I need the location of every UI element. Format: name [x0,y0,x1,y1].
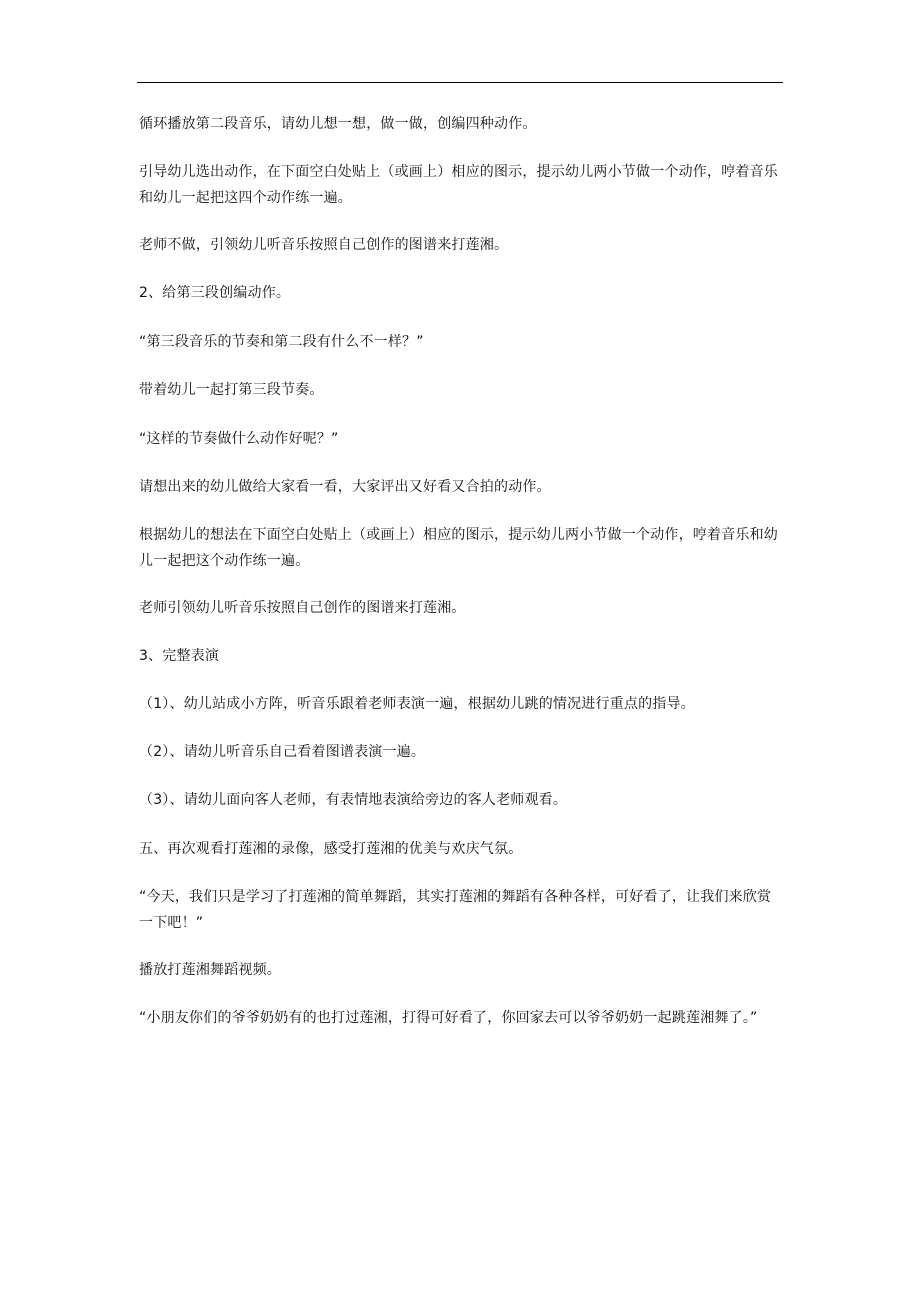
list-item-1: （1）、幼儿站成小方阵，听音乐跟着老师表演一遍，根据幼儿跳的情况进行重点的指导。 [139,696,695,712]
heading-section-3: 3、完整表演 [139,648,220,664]
heading-section-2: 2、给第三段创编动作。 [139,285,291,301]
paragraph-quote-what-action: “这样的节奏做什么动作好呢？” [139,431,339,447]
paragraph-guide-select-actions: 引导幼儿选出动作，在下面空白处贴上（或画上）相应的图示，提示幼儿两小节做一个动作，哼着音乐和幼儿一起把这四个动作练一遍。 [139,164,778,206]
list-item-2: （2）、请幼儿听音乐自己看着图谱表演一遍。 [139,744,426,760]
paragraph-loop-music: 循环播放第二段音乐，请幼儿想一想，做一做，创编四种动作。 [139,116,537,132]
paragraph-based-on-ideas: 根据幼儿的想法在下面空白处贴上（或画上）相应的图示，提示幼儿两小节做一个动作，哼着音乐和幼儿一起把这个动作练一遍。 [139,527,778,569]
header-rule [137,82,783,83]
paragraph-teacher-leads: 老师引领幼儿听音乐按照自己创作的图谱来打莲湘。 [139,600,466,616]
paragraph-quote-grandparents: “小朋友你们的爷爷奶奶有的也打过莲湘，打得可好看了，你回家去可以爷爷奶奶一起跳莲湘舞了。” [139,1010,758,1026]
list-item-3: （3）、请幼儿面向客人老师，有表情地表演给旁边的客人老师观看。 [139,792,568,808]
paragraph-quote-rhythm-difference: “第三段音乐的节奏和第二段有什么不一样？” [139,334,424,350]
paragraph-play-video: 播放打莲湘舞蹈视频。 [139,962,281,978]
paragraph-teacher-not-doing: 老师不做，引领幼儿听音乐按照自己创作的图谱来打莲湘。 [139,237,509,253]
heading-section-5: 五、再次观看打莲湘的录像，感受打莲湘的优美与欢庆气氛。 [139,841,523,857]
paragraph-rhythm-together: 带着幼儿一起打第三段节奏。 [139,382,324,398]
paragraph-quote-today: “今天，我们只是学习了打莲湘的简单舞蹈，其实打莲湘的舞蹈有各种各样，可好看了，让我们来欣赏一下吧！” [139,889,772,931]
paragraph-children-show: 请想出来的幼儿做给大家看一看，大家评出又好看又合拍的动作。 [139,479,551,495]
